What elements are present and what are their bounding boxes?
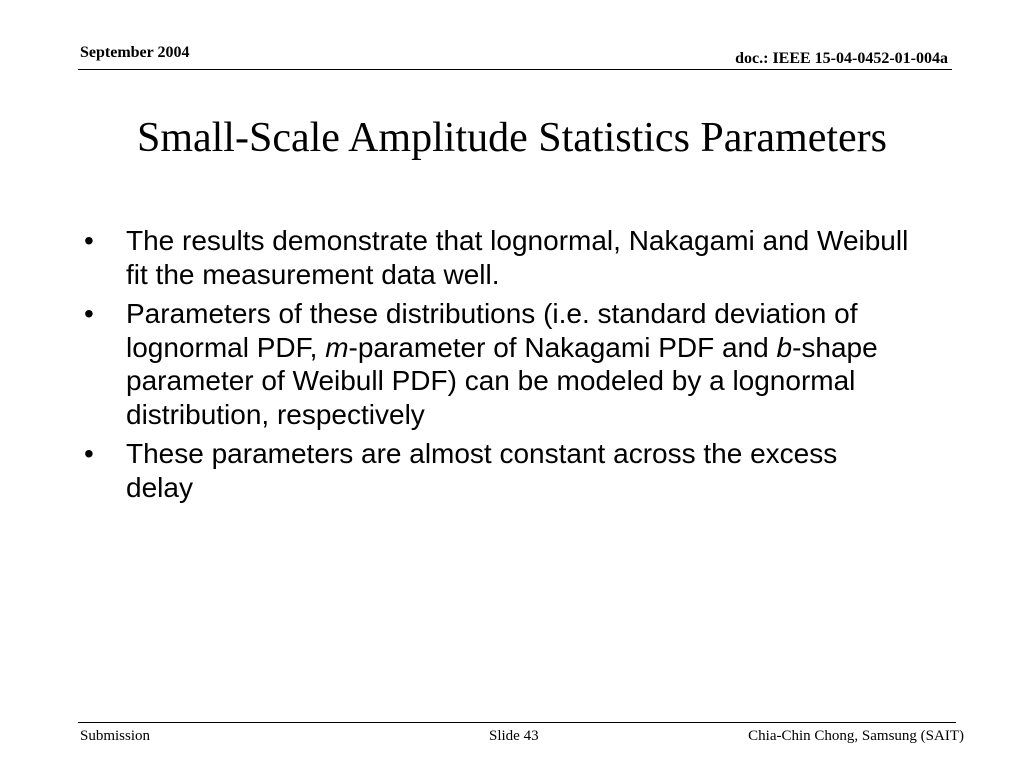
bullet-list xyxy=(80,224,910,510)
b-parameter-symbol: b xyxy=(776,331,793,363)
header-date: September 2004 xyxy=(80,44,190,61)
bullet-item xyxy=(80,437,910,504)
bullet-icon: • xyxy=(84,438,94,469)
bullet-text-segment: -shape parameter of Weibull PDF) can be modeled by a lognormal distribution, respectively xyxy=(126,331,878,430)
bullet-text: The results demonstrate that lognormal, Nakagami and Weibull fit the measurement data well. xyxy=(126,225,909,290)
bullet-icon: • xyxy=(84,225,94,256)
bullet-text: These parameters are almost constant across the excess delay xyxy=(126,438,838,503)
bullet-icon: • xyxy=(84,298,94,329)
header-divider xyxy=(78,69,952,70)
bullet-item xyxy=(80,297,910,431)
bullet-text xyxy=(126,298,878,430)
footer-submission: Submission xyxy=(80,728,151,744)
footer-author: Chia-Chin Chong, Samsung (SAIT) xyxy=(748,728,964,744)
header-doc-id: doc.: IEEE 15-04-0452-01-004a xyxy=(735,50,948,67)
bullet-item xyxy=(80,224,910,291)
bullet-text-segment: -parameter of Nakagami PDF and xyxy=(348,331,777,363)
footer-slide-number: Slide 43 xyxy=(489,728,539,744)
bullet-text-segment: Parameters of these distributions (i.e. standard deviation of lognormal PDF, xyxy=(126,298,858,363)
footer-divider xyxy=(78,722,956,723)
slide-title: Small-Scale Amplitude Statistics Parameters xyxy=(136,115,888,161)
m-parameter-symbol: m xyxy=(325,331,349,363)
